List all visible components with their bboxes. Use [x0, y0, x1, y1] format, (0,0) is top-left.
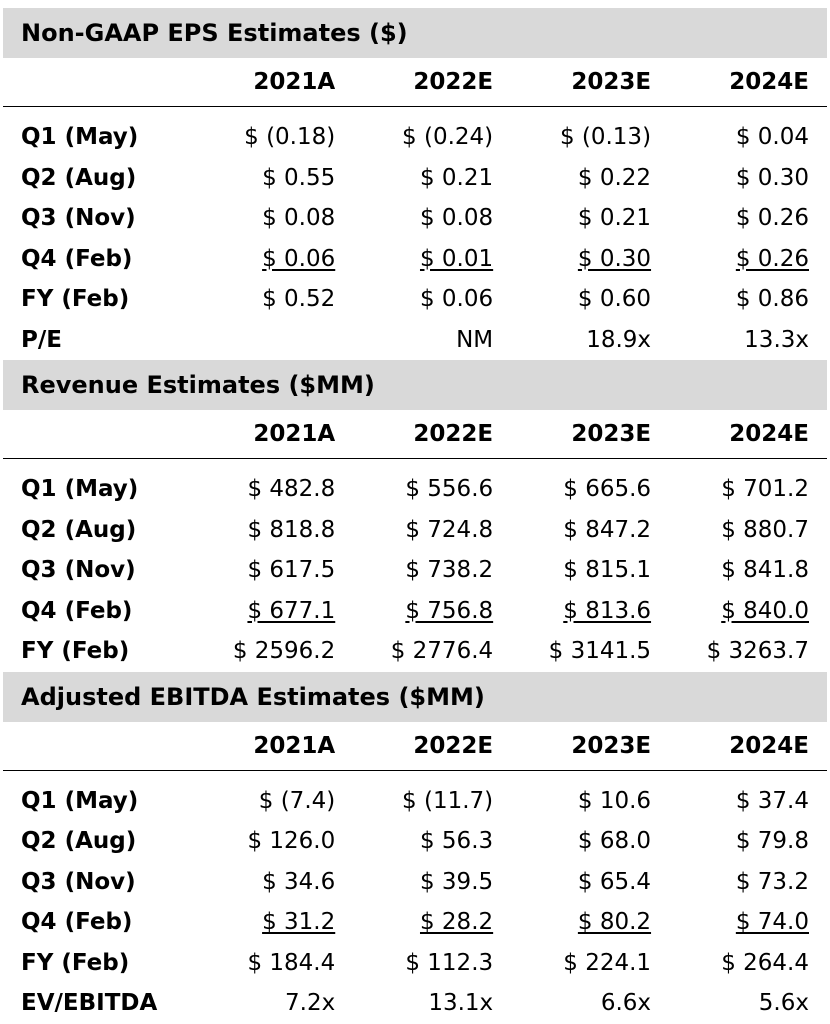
- row-label: Q3 (Nov): [21, 868, 136, 895]
- cell-value: $ 880.7: [721, 516, 809, 543]
- eps-header-2024e: 2024E: [669, 58, 827, 107]
- row-label: Q4 (Feb): [21, 597, 133, 624]
- cell-value: $ 0.22: [577, 164, 652, 191]
- cell-value: NM: [456, 326, 494, 353]
- table-row: [3, 158, 827, 199]
- cell-value: $ 34.6: [262, 868, 336, 895]
- cell-value: $ 0.08: [262, 205, 336, 232]
- row-label: Q1 (May): [21, 476, 139, 503]
- table-row: [3, 591, 827, 632]
- cell-value: $ 724.8: [405, 516, 494, 543]
- cell-value-text: $ 0.26: [735, 245, 809, 272]
- cell-value: 18.9x: [586, 326, 652, 353]
- cell-value: $ 847.2: [563, 516, 652, 543]
- row-label: FY (Feb): [21, 638, 130, 665]
- cell-value: $ 0.26: [735, 205, 809, 232]
- row-label: Q3 (Nov): [21, 557, 136, 584]
- ebitda-header-2023e: 2023E: [511, 722, 669, 771]
- cell-value: $ 0.30: [735, 164, 809, 191]
- cell-value: [669, 591, 827, 632]
- revenue-header-2023e: 2023E: [511, 410, 669, 459]
- cell-value: $ 37.4: [735, 787, 809, 814]
- eps-header-blank: [3, 58, 195, 107]
- cell-value: [195, 320, 353, 361]
- cell-value: $ 0.06: [419, 286, 494, 313]
- cell-value: $ 701.2: [721, 476, 809, 503]
- cell-value: $ 73.2: [735, 868, 809, 895]
- ebitda-header-blank: [3, 722, 195, 771]
- row-label: Q1 (May): [21, 787, 139, 814]
- cell-value-text: $ 0.06: [262, 245, 336, 272]
- cell-value-text: $ 0.30: [577, 245, 652, 272]
- revenue-header-row: [3, 410, 827, 459]
- ebitda-header-2024e: 2024E: [669, 722, 827, 771]
- cell-value: 13.1x: [428, 990, 494, 1017]
- cell-value: $ 0.60: [577, 286, 652, 313]
- cell-value: $ 841.8: [721, 557, 809, 584]
- cell-value: $ 0.52: [262, 286, 336, 313]
- row-label: P/E: [21, 326, 62, 353]
- row-label: FY (Feb): [21, 949, 130, 976]
- table-row: [3, 107, 827, 158]
- cell-value: $ 184.4: [247, 949, 336, 976]
- ebitda-table: [3, 722, 827, 1024]
- cell-value: $ 665.6: [563, 476, 652, 503]
- estimates-page: [0, 8, 830, 1017]
- table-row: [3, 279, 827, 320]
- revenue-table: [3, 410, 827, 672]
- cell-value: $ 2596.2: [232, 638, 336, 665]
- cell-value: $ 56.3: [419, 828, 494, 855]
- cell-value: 13.3x: [744, 326, 809, 353]
- table-row: [3, 550, 827, 591]
- cell-value: [195, 902, 353, 943]
- table-row: [3, 198, 827, 239]
- cell-value: [669, 902, 827, 943]
- eps-section: [3, 8, 827, 360]
- cell-value: $ 68.0: [577, 828, 652, 855]
- ebitda-header-2022e: 2022E: [353, 722, 511, 771]
- cell-value-text: $ 31.2: [262, 909, 336, 936]
- table-row: [3, 631, 827, 672]
- cell-value: 7.2x: [285, 990, 336, 1017]
- cell-value: $ 65.4: [577, 868, 652, 895]
- row-label: EV/EBITDA: [21, 990, 158, 1017]
- cell-value: $ 79.8: [735, 828, 809, 855]
- table-row: [3, 459, 827, 510]
- cell-value: $ 112.3: [405, 949, 494, 976]
- revenue-section: [3, 360, 827, 672]
- cell-value: $ (0.24): [402, 124, 494, 151]
- row-label: Q2 (Aug): [21, 828, 137, 855]
- cell-value: $ 738.2: [405, 557, 494, 584]
- cell-value-text: $ 756.8: [405, 597, 494, 624]
- table-row: [3, 983, 827, 1024]
- cell-value: [511, 239, 669, 280]
- cell-value-text: $ 80.2: [577, 909, 652, 936]
- cell-value: [353, 591, 511, 632]
- table-row: [3, 239, 827, 280]
- row-label: Q1 (May): [21, 124, 139, 151]
- table-row: [3, 902, 827, 943]
- cell-value: [353, 239, 511, 280]
- row-label: Q2 (Aug): [21, 164, 137, 191]
- cell-value: $ (11.7): [402, 787, 494, 814]
- row-label: Q4 (Feb): [21, 909, 133, 936]
- cell-value: $ 556.6: [405, 476, 494, 503]
- cell-value: $ 224.1: [563, 949, 652, 976]
- cell-value-text: $ 840.0: [721, 597, 809, 624]
- revenue-header-2021a: 2021A: [195, 410, 353, 459]
- ebitda-header-row: [3, 722, 827, 771]
- revenue-header-blank: [3, 410, 195, 459]
- cell-value-text: $ 0.01: [419, 245, 494, 272]
- row-label: Q2 (Aug): [21, 516, 137, 543]
- row-label: Q4 (Feb): [21, 245, 133, 272]
- cell-value: 6.6x: [600, 990, 652, 1017]
- eps-table: [3, 58, 827, 360]
- cell-value: $ 818.8: [247, 516, 336, 543]
- cell-value: 5.6x: [758, 990, 809, 1017]
- table-row: [3, 821, 827, 862]
- cell-value: $ 3263.7: [706, 638, 809, 665]
- cell-value: $ 617.5: [247, 557, 336, 584]
- eps-section-title: Non-GAAP EPS Estimates ($): [3, 8, 827, 58]
- cell-value: $ (7.4): [258, 787, 336, 814]
- eps-header-2023e: 2023E: [511, 58, 669, 107]
- revenue-section-title: Revenue Estimates ($MM): [3, 360, 827, 410]
- cell-value: [511, 591, 669, 632]
- cell-value-text: $ 813.6: [563, 597, 652, 624]
- eps-header-row: [3, 58, 827, 107]
- cell-value: $ 3141.5: [548, 638, 652, 665]
- cell-value: $ 0.08: [419, 205, 494, 232]
- table-row: [3, 943, 827, 984]
- cell-value: [511, 902, 669, 943]
- eps-header-2021a: 2021A: [195, 58, 353, 107]
- cell-value: $ 126.0: [247, 828, 336, 855]
- cell-value: $ 0.86: [735, 286, 809, 313]
- cell-value: $ 10.6: [577, 787, 652, 814]
- cell-value: $ 482.8: [247, 476, 336, 503]
- cell-value: $ 815.1: [563, 557, 652, 584]
- row-label: FY (Feb): [21, 286, 130, 313]
- ebitda-section: [3, 672, 827, 1024]
- cell-value: [669, 239, 827, 280]
- cell-value-text: $ 677.1: [247, 597, 336, 624]
- cell-value-text: $ 28.2: [419, 909, 494, 936]
- cell-value: [353, 902, 511, 943]
- revenue-header-2024e: 2024E: [669, 410, 827, 459]
- cell-value: $ 0.55: [262, 164, 336, 191]
- cell-value: $ 2776.4: [390, 638, 494, 665]
- cell-value-text: $ 74.0: [735, 909, 809, 936]
- table-row: [3, 320, 827, 361]
- cell-value: $ (0.18): [244, 124, 336, 151]
- cell-value: $ 0.04: [735, 124, 809, 151]
- row-label: Q3 (Nov): [21, 205, 136, 232]
- eps-header-2022e: 2022E: [353, 58, 511, 107]
- ebitda-header-2021a: 2021A: [195, 722, 353, 771]
- table-row: [3, 510, 827, 551]
- ebitda-section-title: Adjusted EBITDA Estimates ($MM): [3, 672, 827, 722]
- table-row: [3, 770, 827, 821]
- cell-value: $ 0.21: [419, 164, 494, 191]
- cell-value: [195, 239, 353, 280]
- revenue-header-2022e: 2022E: [353, 410, 511, 459]
- cell-value: $ 264.4: [721, 949, 809, 976]
- cell-value: $ 39.5: [419, 868, 494, 895]
- cell-value: $ 0.21: [577, 205, 652, 232]
- table-row: [3, 862, 827, 903]
- cell-value: [195, 591, 353, 632]
- cell-value: $ (0.13): [559, 124, 652, 151]
